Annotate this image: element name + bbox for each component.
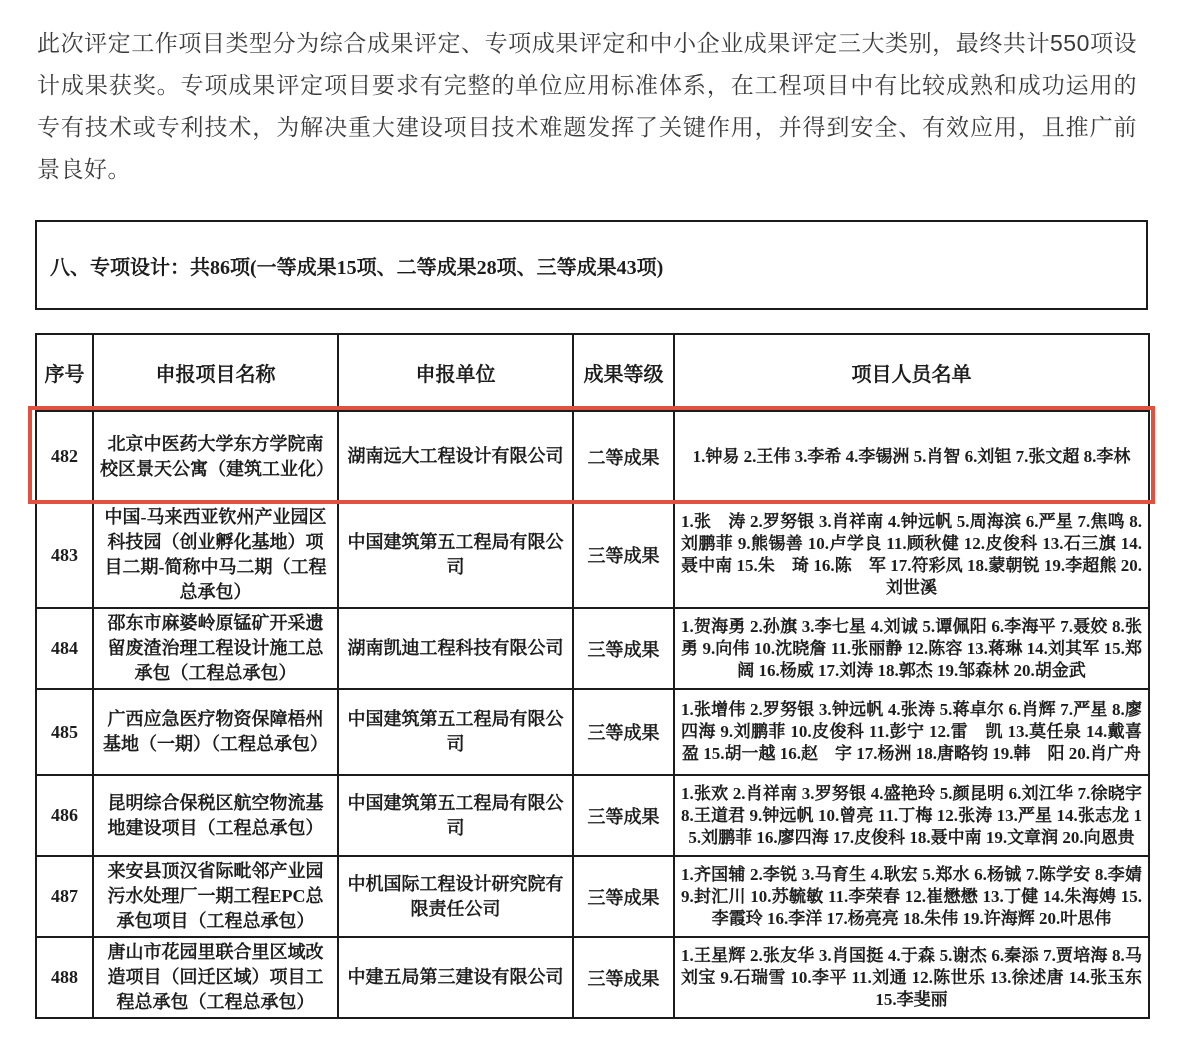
project-name-cell: 广西应急医疗物资保障梧州基地（一期）（工程总承包） (93, 689, 338, 775)
project-name-cell: 中国-马来西亚钦州产业园区科技园（创业孵化基地）项目二期-简称中马二期（工程总承包） (93, 502, 338, 608)
project-name-cell: 昆明综合保税区航空物流基地建设项目（工程总承包） (93, 775, 338, 856)
org-name-cell: 中国建筑第五工程局有限公司 (338, 775, 573, 856)
project-name-cell: 唐山市花园里联合里区域改造项目（回迁区域）项目工程总承包（工程总承包） (93, 937, 338, 1018)
members-cell: 1.王星辉 2.张友华 3.肖国挺 4.于森 5.谢杰 6.秦添 7.贾培海 8.马刘宝 9.石瑞雪 10.李平 11.刘通 12.陈世乐 13.徐述唐 14.张玉东 15.李斐丽 (674, 937, 1149, 1018)
members-cell: 1.钟易 2.王伟 3.李希 4.李锡洲 5.肖智 6.刘钽 7.张文超 8.李林 (674, 411, 1149, 502)
table-row (36, 937, 1149, 1018)
members-cell: 1.张 涛 2.罗努银 3.肖祥南 4.钟远帆 5.周海滨 6.严星 7.焦鸣 8.刘鹏菲 9.熊锡善 10.卢学良 11.顾秋健 12.皮俊科 13.石三旗 14.聂中南 15.朱 琦 16.陈 军 17.符彩凤 18.蒙朝锐 19.李超熊 20.刘世溪 (674, 502, 1149, 608)
row-index-cell: 483 (36, 502, 93, 608)
project-name-cell: 邵东市麻婆岭原锰矿开采遗留废渣治理工程设计施工总承包（工程总承包） (93, 608, 338, 689)
org-name-cell: 湖南凯迪工程科技有限公司 (338, 608, 573, 689)
grade-cell: 三等成果 (573, 775, 674, 856)
members-cell: 1.齐国辅 2.李锐 3.马育生 4.耿宏 5.郑水 6.杨铖 7.陈学安 8.李婧 9.封汇川 10.苏毓敏 11.李荣春 12.崔懋懋 13.丁健 14.朱海娉 15.李霞玲 16.李洋 17.杨亮亮 18.朱伟 19.许海辉 20.叶思伟 (674, 856, 1149, 937)
grade-cell: 三等成果 (573, 937, 674, 1018)
table-row (36, 856, 1149, 937)
column-header-project: 申报项目名称 (93, 334, 338, 411)
table-row (36, 411, 1149, 502)
section-header-box (35, 220, 1148, 310)
awards-table-container (35, 333, 1148, 1019)
members-cell: 1.张欢 2.肖祥南 3.罗努银 4.盛艳玲 5.颜昆明 6.刘江华 7.徐晓宇 8.王道君 9.钟远帆 10.曾亮 11.丁梅 12.张涛 13.严星 14.张志龙 15.刘鹏菲 16.廖四海 17.皮俊科 18.聂中南 19.文章润 20.向恩贵 (674, 775, 1149, 856)
grade-cell: 三等成果 (573, 608, 674, 689)
table-row (36, 608, 1149, 689)
members-cell: 1.张增伟 2.罗努银 3.钟远帆 4.张涛 5.蒋卓尔 6.肖辉 7.严星 8.廖四海 9.刘鹏菲 10.皮俊科 11.彭宁 12.雷 凯 13.莫任泉 14.戴喜盈 15.胡一越 16.赵 宇 17.杨洲 18.唐略钧 19.韩 阳 20.肖广舟 (674, 689, 1149, 775)
project-name-cell: 北京中医药大学东方学院南校区景天公寓（建筑工业化） (93, 411, 338, 502)
row-index-cell: 486 (36, 775, 93, 856)
awards-table (35, 333, 1150, 1019)
table-row (36, 502, 1149, 608)
org-name-cell: 中建五局第三建设有限公司 (338, 937, 573, 1018)
row-index-cell: 484 (36, 608, 93, 689)
members-cell: 1.贺海勇 2.孙旗 3.李七星 4.刘诚 5.谭佩阳 6.李海平 7.聂姣 8.张勇 9.向伟 10.沈晓詹 11.张丽静 12.陈容 13.蒋琳 14.刘其军 15.郑阔 16.杨威 17.刘涛 18.郭杰 19.邹森林 20.胡金武 (674, 608, 1149, 689)
org-name-cell: 中机国际工程设计研究院有限责任公司 (338, 856, 573, 937)
table-row (36, 775, 1149, 856)
row-index-cell: 482 (36, 411, 93, 502)
table-header-row (36, 334, 1149, 411)
row-index-cell: 487 (36, 856, 93, 937)
column-header-grade: 成果等级 (573, 334, 674, 411)
column-header-members: 项目人员名单 (674, 334, 1149, 411)
section-header-text: 八、专项设计：共86项(一等成果15项、二等成果28项、三等成果43项) (50, 256, 664, 279)
row-index-cell: 485 (36, 689, 93, 775)
org-name-cell: 湖南远大工程设计有限公司 (338, 411, 573, 502)
intro-paragraph: 此次评定工作项目类型分为综合成果评定、专项成果评定和中小企业成果评定三大类别，最终共计550项设计成果获奖。专项成果评定项目要求有完整的单位应用标准体系，在工程项目中有比较成熟和成功运用的专有技术或专利技术，为解决重大建设项目技术难题发挥了关键作用，并得到安全、有效应用，且推广前景良好。 (37, 30, 1137, 182)
table-row (36, 689, 1149, 775)
column-header-org: 申报单位 (338, 334, 573, 411)
org-name-cell: 中国建筑第五工程局有限公司 (338, 689, 573, 775)
project-name-cell: 来安县顶汉省际毗邻产业园污水处理厂一期工程EPC总承包项目（工程总承包） (93, 856, 338, 937)
grade-cell: 三等成果 (573, 502, 674, 608)
row-index-cell: 488 (36, 937, 93, 1018)
grade-cell: 二等成果 (573, 411, 674, 502)
org-name-cell: 中国建筑第五工程局有限公司 (338, 502, 573, 608)
grade-cell: 三等成果 (573, 689, 674, 775)
column-header-index: 序号 (36, 334, 93, 411)
grade-cell: 三等成果 (573, 856, 674, 937)
